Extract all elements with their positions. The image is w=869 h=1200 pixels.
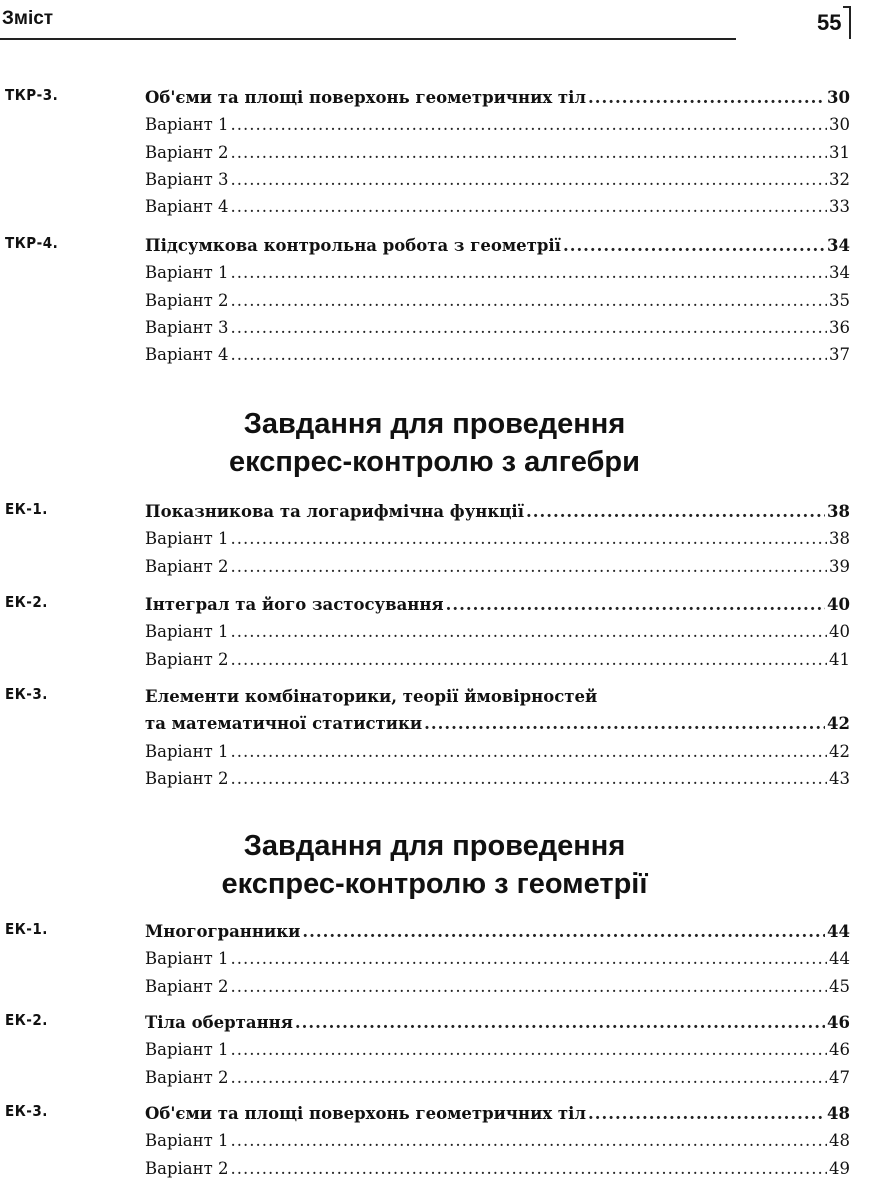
toc-page-number: 44 [827, 922, 850, 941]
toc-code: ЕК-2. [5, 593, 48, 611]
toc-topic-title: Об'єми та площі поверхонь геометричних тіл [145, 1104, 587, 1123]
toc-topic-row[interactable] [0, 498, 869, 525]
toc-variant-label: Варіант 1 [145, 741, 229, 761]
leader-dots [231, 646, 827, 673]
toc-variant-row[interactable] [0, 945, 869, 972]
toc-page-number: 43 [829, 768, 850, 788]
toc-variant-row[interactable] [0, 341, 869, 368]
toc-topic-title: Тіла обертання [145, 1013, 293, 1032]
leader-dots [231, 618, 827, 645]
toc-variant-label: Варіант 4 [145, 197, 229, 217]
toc-page-number: 33 [829, 197, 850, 217]
toc-variant-label: Варіант 1 [145, 622, 229, 642]
toc-variant-label: Варіант 1 [145, 1040, 229, 1060]
toc-page-number: 42 [827, 714, 850, 734]
toc-variant-row[interactable] [0, 111, 869, 138]
leader-dots [231, 973, 827, 1000]
section-title-line: експрес-контролю з алгебри [229, 446, 640, 478]
toc-variant-row[interactable] [0, 618, 869, 645]
toc-page-number: 30 [827, 88, 850, 107]
toc-group [0, 84, 869, 220]
toc-variant-label: Варіант 2 [145, 1158, 229, 1178]
toc-page-number: 48 [829, 1131, 850, 1151]
leader-dots [231, 1064, 827, 1091]
section-title-line: Завдання для проведення [243, 830, 626, 862]
toc-page-number: 41 [829, 649, 850, 669]
toc-topic-row[interactable] [0, 591, 869, 618]
page-number-bracket [843, 6, 851, 39]
toc-page-number: 46 [827, 1013, 850, 1032]
toc-page-number: 44 [829, 949, 850, 969]
leader-dots [231, 193, 827, 220]
toc-topic-row-first-line[interactable] [0, 683, 869, 710]
toc-topic-title-line1: Елементи комбінаторики, теорії ймовірностей [145, 687, 598, 706]
leader-dots [231, 314, 827, 341]
toc-variant-label: Варіант 1 [145, 949, 229, 969]
toc-code: ЕК-3. [5, 685, 48, 703]
leader-dots [231, 259, 827, 286]
toc-variant-label: Варіант 2 [145, 142, 229, 162]
toc-variant-row[interactable] [0, 765, 869, 792]
toc-page-number: 35 [829, 290, 850, 310]
toc-page-number: 31 [829, 142, 850, 162]
toc-group [0, 1009, 869, 1091]
leader-dots [295, 1009, 825, 1036]
toc-topic-row[interactable] [0, 1100, 869, 1127]
toc-variant-label: Варіант 2 [145, 290, 229, 310]
leader-dots [588, 84, 825, 111]
toc-variant-row[interactable] [0, 738, 869, 765]
toc-variant-row[interactable] [0, 287, 869, 314]
toc-group [0, 591, 869, 673]
toc-group [0, 683, 869, 792]
toc-variant-row[interactable] [0, 139, 869, 166]
toc-variant-label: Варіант 1 [145, 263, 229, 283]
toc-group [0, 498, 869, 580]
toc-variant-row[interactable] [0, 525, 869, 552]
leader-dots [231, 1155, 827, 1182]
toc-variant-label: Варіант 3 [145, 317, 229, 337]
toc-page-number: 37 [829, 345, 850, 365]
leader-dots [231, 1127, 827, 1154]
leader-dots [231, 111, 827, 138]
header-title: Зміст [2, 8, 54, 29]
leader-dots [231, 1036, 827, 1063]
section-title-line: Завдання для проведення [243, 408, 626, 440]
toc-code: ЕК-1. [5, 920, 48, 938]
toc-page-number: 39 [829, 556, 850, 576]
leader-dots [231, 525, 827, 552]
section-title-algebra [0, 405, 869, 481]
toc-page-number: 34 [827, 236, 850, 255]
toc-topic-row[interactable] [0, 232, 869, 259]
toc-variant-label: Варіант 2 [145, 649, 229, 669]
toc-variant-label: Варіант 2 [145, 976, 229, 996]
leader-dots [231, 139, 827, 166]
toc-variant-label: Варіант 2 [145, 768, 229, 788]
toc-group [0, 232, 869, 368]
page-header [0, 0, 869, 56]
leader-dots [231, 945, 827, 972]
toc-topic-row[interactable] [0, 1009, 869, 1036]
leader-dots [231, 287, 827, 314]
leader-dots [231, 553, 827, 580]
toc-topic-title: Інтеграл та його застосування [145, 595, 444, 614]
leader-dots [563, 232, 825, 259]
toc-topic-row[interactable] [0, 710, 869, 737]
toc-page-number: 32 [829, 169, 850, 189]
toc-topic-title: Підсумкова контрольна робота з геометрії [145, 236, 561, 255]
toc-variant-row[interactable] [0, 166, 869, 193]
toc-variant-row[interactable] [0, 314, 869, 341]
leader-dots [231, 341, 827, 368]
toc-variant-row[interactable] [0, 1036, 869, 1063]
toc-variant-label: Варіант 2 [145, 1067, 229, 1087]
toc-page-number: 34 [829, 263, 850, 283]
toc-variant-label: Варіант 1 [145, 529, 229, 549]
toc-page-number: 38 [827, 502, 850, 521]
toc-page-number: 48 [827, 1104, 850, 1123]
toc-topic-title: Показникова та логарифмічна функції [145, 502, 524, 521]
toc-topic-title: Многогранники [145, 922, 301, 941]
toc-topic-row[interactable] [0, 918, 869, 945]
toc-variant-row[interactable] [0, 553, 869, 580]
toc-variant-label: Варіант 2 [145, 556, 229, 576]
leader-dots [231, 765, 827, 792]
leader-dots [231, 738, 827, 765]
toc-page-number: 38 [829, 529, 850, 549]
leader-dots [424, 710, 825, 737]
leader-dots [446, 591, 825, 618]
toc-page-number: 47 [829, 1067, 850, 1087]
toc-variant-label: Варіант 3 [145, 169, 229, 189]
leader-dots [302, 918, 825, 945]
toc-page-number: 40 [827, 595, 850, 614]
header-rule [0, 38, 736, 40]
toc-page-number: 49 [829, 1158, 850, 1178]
section-title-geometry [0, 827, 869, 903]
toc-group [0, 918, 869, 1000]
toc-page-number: 46 [829, 1040, 850, 1060]
toc-variant-row[interactable] [0, 973, 869, 1000]
toc-page-number: 45 [829, 976, 850, 996]
toc-code: ЕК-3. [5, 1102, 48, 1120]
toc-variant-row[interactable] [0, 259, 869, 286]
toc-page-number: 30 [829, 115, 850, 135]
toc-variant-row[interactable] [0, 1127, 869, 1154]
toc-code: ТКР-3. [5, 86, 59, 104]
toc-topic-title: та математичної статистики [145, 714, 423, 734]
page-number: 55 [817, 10, 842, 35]
toc-variant-label: Варіант 1 [145, 115, 229, 135]
leader-dots [588, 1100, 825, 1127]
toc-page-number: 36 [829, 317, 850, 337]
toc-page-number: 42 [829, 741, 850, 761]
toc-topic-title: Об'єми та площі поверхонь геометричних тіл [145, 88, 587, 107]
toc-variant-row[interactable] [0, 193, 869, 220]
toc-page-number: 40 [829, 622, 850, 642]
toc-variant-row[interactable] [0, 646, 869, 673]
toc-variant-row[interactable] [0, 1155, 869, 1182]
leader-dots [231, 166, 827, 193]
toc-code: ЕК-2. [5, 1011, 48, 1029]
toc-code: ТКР-4. [5, 234, 59, 252]
leader-dots [526, 498, 825, 525]
toc-variant-label: Варіант 4 [145, 345, 229, 365]
toc-topic-row[interactable] [0, 84, 869, 111]
toc-variant-label: Варіант 1 [145, 1131, 229, 1151]
toc-code: ЕК-1. [5, 500, 48, 518]
toc-variant-row[interactable] [0, 1064, 869, 1091]
section-title-line: експрес-контролю з геометрії [221, 868, 648, 900]
toc-group [0, 1100, 869, 1182]
